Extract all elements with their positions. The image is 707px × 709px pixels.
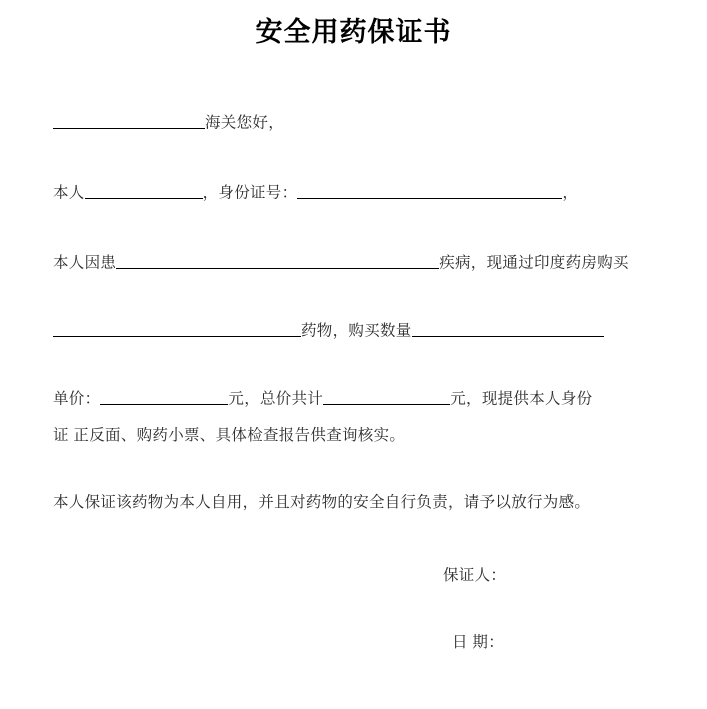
pledge-line: 本人保证该药物为本人自用，并且对药物的安全自行负责，请予以放行为感。 [53, 494, 591, 511]
signature-label: 保证人： [443, 567, 507, 584]
unit-price-blank[interactable] [100, 388, 228, 405]
date-label: 日 期： [452, 634, 505, 651]
price-prefix: 单价： [53, 390, 101, 408]
price-unit-2: 元，现提供本人身份 [450, 390, 593, 408]
documents-line: 证 正反面、购药小票、具体检查报告供查询核实。 [53, 427, 406, 444]
drug-middle: 药物，购买数量 [301, 322, 412, 340]
identity-line [53, 182, 578, 201]
id-number-blank[interactable] [297, 182, 562, 199]
greeting-text: 海关您好， [205, 114, 285, 132]
disease-prefix: 本人因患 [53, 254, 117, 272]
price-line [53, 388, 592, 407]
total-price-blank[interactable] [323, 388, 450, 405]
drug-line [53, 320, 604, 339]
disease-suffix: 疾病，现通过印度药房购买 [439, 254, 629, 272]
drug-quantity-blank[interactable] [412, 320, 604, 337]
applicant-name-blank[interactable] [85, 182, 203, 199]
drug-name-blank[interactable] [53, 320, 301, 337]
disease-name-blank[interactable] [116, 252, 439, 269]
customs-name-blank[interactable] [53, 112, 205, 129]
signature-block [443, 563, 663, 585]
greeting-line [53, 112, 284, 131]
price-unit-1: 元，总价共计 [228, 390, 324, 408]
identity-prefix: 本人 [53, 184, 85, 202]
identity-suffix: ， [562, 184, 579, 202]
page-title: 安全用药保证书 [255, 17, 452, 47]
identity-middle: ，身份证号： [202, 184, 298, 202]
disease-line [53, 252, 629, 271]
